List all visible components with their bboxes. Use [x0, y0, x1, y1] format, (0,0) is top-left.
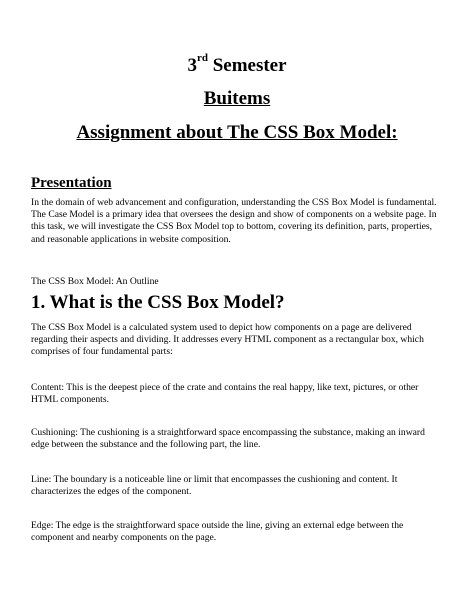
semester-label: Semester: [207, 55, 287, 76]
presentation-heading: Presentation: [31, 175, 112, 191]
presentation-paragraph: In the domain of web advancement and configuration, understanding the CSS Box Model is fundamental. The Case Model is a primary idea that oversees the design and show of components on a website page. In this task, we will investigate the CSS Box Model top to bottom, covering its definition, parts, properties, and reasonable applications in website composition.: [31, 197, 437, 245]
edge-part-paragraph: Edge: The edge is the straightforward space outside the line, giving an external edge between the component and nearby components on the page.: [31, 520, 404, 544]
institution-title: Buitems: [203, 88, 271, 109]
section-1-heading: 1. What is the CSS Box Model?: [31, 292, 285, 313]
semester-ordinal-suffix: rd: [196, 52, 208, 64]
content-part-paragraph: Content: This is the deepest piece of the crate and contains the real happy, like text, pictures, or other HTML components.: [31, 382, 419, 406]
semester-number: 3: [187, 55, 197, 76]
outline-line: The CSS Box Model: An Outline: [31, 276, 159, 287]
semester-title: [0, 52, 474, 77]
box-model-definition-paragraph: The CSS Box Model is a calculated system used to depict how components on a page are delivered regarding their aspects and dividing. It addresses every HTML component as a rectangular box, which comprises of four fundamental parts:: [31, 322, 424, 358]
assignment-title: Assignment about The CSS Box Model:: [76, 122, 398, 143]
cushioning-part-paragraph: Cushioning: The cushioning is a straightforward space encompassing the substance, making an inward edge between the substance and the following part, the line.: [31, 427, 425, 451]
line-part-paragraph: Line: The boundary is a noticeable line or limit that encompasses the cushioning and content. It characterizes the edges of the component.: [31, 474, 398, 498]
